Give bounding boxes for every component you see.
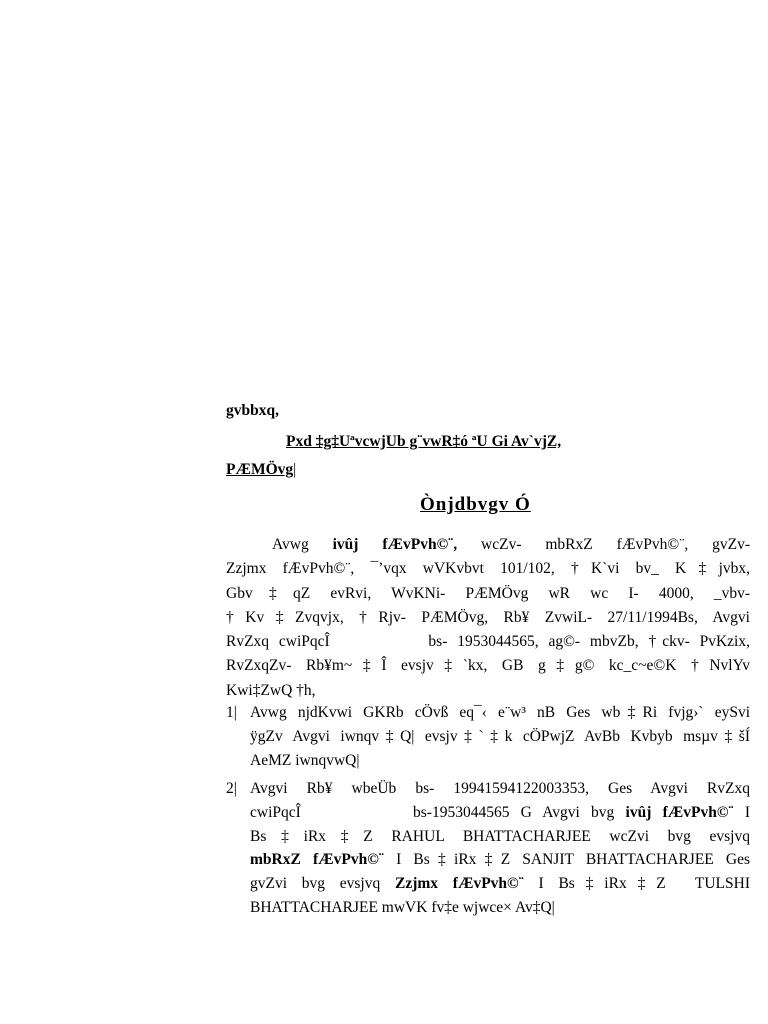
- item-2-line-2-c: I: [733, 803, 750, 821]
- intro-line-1-c: wcZv- mbRxZ fÆvPvh©¨, gvZv-: [457, 536, 750, 553]
- intro-line-1: [226, 533, 750, 557]
- item-number: 2|: [226, 780, 237, 797]
- recipient-city: PÆMÖvg: [226, 461, 294, 478]
- item-body: [250, 777, 750, 920]
- list-item-1: [226, 701, 750, 772]
- declarant-name: ivûj fÆvPvh©¨,: [332, 536, 458, 553]
- intro-line-3: Gbv‡qZ evRvi, WvKNi- PÆMÖvg wR wc I- 4000, _vbv-: [226, 584, 750, 602]
- recipient-line-1: Pxd ‡g‡UªvcwjUb g¨vwR‡ó ªU Gi Av`vjZ,: [286, 433, 562, 450]
- item-number: 1|: [226, 704, 237, 721]
- item-2-line-2: [250, 801, 750, 825]
- item-body: [250, 701, 750, 772]
- recipient-line-2: [226, 461, 296, 479]
- item-2-line-4-b: I Bs‡iRx‡Z SANJIT BHATTACHARJEE Ges: [383, 851, 750, 869]
- item-2-name-bold: ivûj fÆvPvh©¨: [625, 803, 734, 821]
- item-2-line-4: [250, 848, 750, 872]
- intro-line-2: Zzjmx fÆvPvh©¨, ¯’vqx wVKvbvt 101/102, †K`vi bv_ K‡jvbx,: [226, 560, 750, 578]
- item-2-line-5-c: I Bs‡iRx‡Z TULSHI: [523, 875, 750, 893]
- item-2-line-6: BHATTACHARJEE mwVK fv‡e wjwce× Av‡Q|: [250, 898, 555, 916]
- item-1-line-1: Avwg njdKvwi GKRb cÖvß eq¯‹ e¨w³ nB Ges wb‡Ri fvjg›` eySvi: [250, 704, 750, 721]
- list-item-2: [226, 777, 750, 920]
- item-1-line-2: ÿgZv Avgvi iwnqv‡Q| evsjv‡`‡k cÖPwjZ AvBb Kvbyb msµv‡šÍ: [250, 727, 750, 745]
- intro-line-4: †Kv‡Zvqvjx, †Rjv- PÆMÖvg, Rb¥ ZvwiL- 27/11/1994Bs, Avgvi: [226, 608, 750, 626]
- recipient-tail: |: [293, 461, 297, 478]
- intro-paragraph: [226, 533, 750, 703]
- mother-name-bold: Zzjmx fÆvPvh©¨: [395, 875, 524, 893]
- document-title: Ònjdbvgv Ó: [420, 494, 531, 515]
- item-1-line-3: AeMZ iwnqvwQ|: [250, 751, 360, 769]
- intro-line-5: RvZxq cwiPqcÎ bs- 1953044565, ag©- mbvZb, †ckv- PvKzix,: [226, 633, 750, 651]
- intro-line-6: RvZxqZv- Rb¥m~‡Î evsjv‡`kx, GB g‡g© kc_c~e©K †NvlYv: [226, 657, 750, 675]
- salutation: gvbbxq,: [226, 402, 279, 419]
- item-2-line-5: [250, 872, 750, 896]
- item-2-line-1: Avgvi Rb¥ wbeÜb bs- 19941594122003353, Ges Avgvi RvZxq: [250, 780, 750, 797]
- intro-line-7: Kwi‡ZwQ †h,: [226, 681, 316, 699]
- item-2-line-2-a: cwiPqcÎ bs-1953044565 G Avgvi bvg: [250, 803, 626, 821]
- item-2-line-5-a: gvZvi bvg evsjvq: [250, 875, 395, 893]
- item-2-line-3: Bs‡iRx‡Z RAHUL BHATTACHARJEE wcZvi bvg evsjvq: [250, 827, 750, 845]
- father-name-bold: mbRxZ fÆvPvh©¨: [250, 851, 384, 869]
- intro-line-1-a: Avwg: [272, 536, 333, 553]
